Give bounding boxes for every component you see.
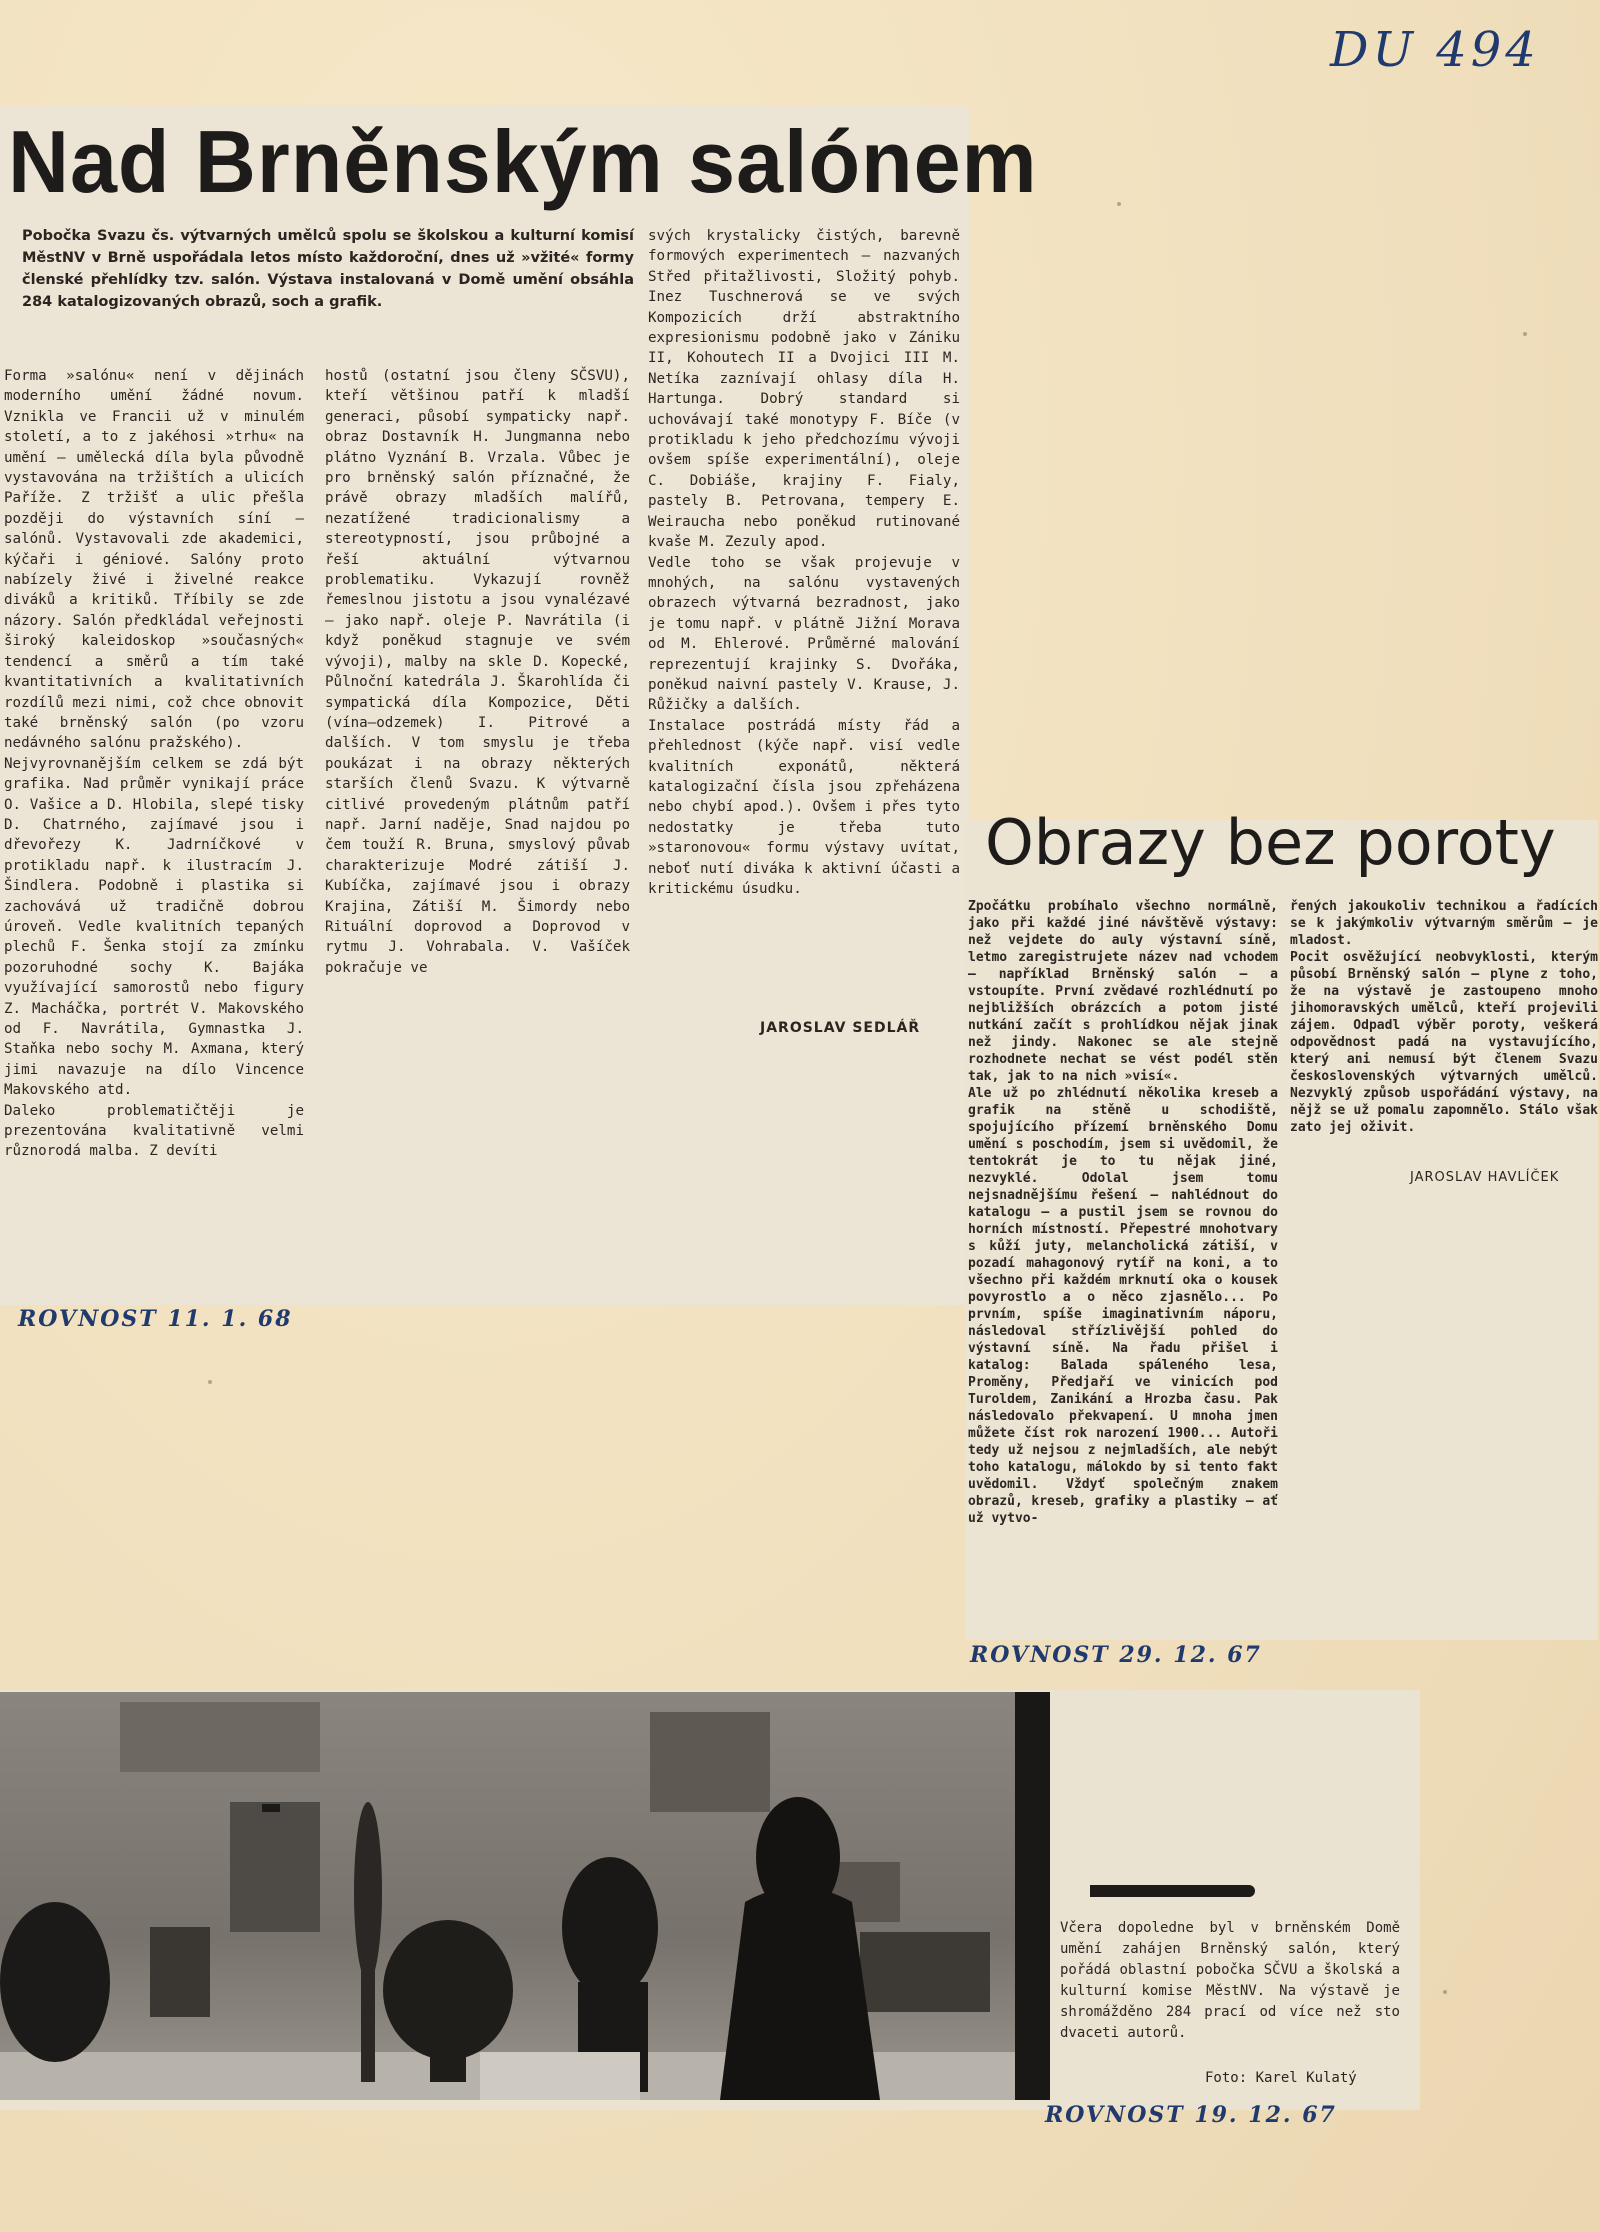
article2-column-1: Zpočátku probíhalo všechno normálně, jako při každé jiné návštěvě výstavy: než vejdete do auly výstavní síně, letmo zaregistrujete název nad vchodem — například Brněnský salón — a vstoupíte. První zvědavé rozhlédnutí po nejbližších obrázcích a potom jisté nutkání začít s prohlídkou nějak jinak než jindy. Nakonec se ale stejně rozhodnete nechat se vést podél stěn tak, jak to na nich »visí«. Ale už po zhlédnutí několika kreseb a grafik na stěně u schodiště, spojujícího přízemí brněnského Domu umění s poschodím, jsem si uvědomil, že tentokrát je to tu nějak jiné, nezvyklé. Odolal jsem tomu nejsnadnějšímu řešení — nahlédnout do katalogu — a pustil jsem se rovnou do horních místností. Přepestré mnohotvary s kůží juty, melancholická zátiší, v pozadí mahagonový rytíř na koni, a to všechno při každém mrknutí oka o kousek povyrostlo a o něco zjasnělo... Po prvním, spíše imaginativním náporu, následoval střízlivější pohled do výstavní síně. Na řadu přišel i katalog: Balada spáleného lesa, Proměny, Předjaří ve vinicích pod Turoldem, Zanikání a Hrozba času. Pak následovalo překvapení. U mnoha jmen můžete číst rok narození 1900... Autoři tedy už nejsou z nejmladších, ale nebýt toho katalogu, málokdo by si tento fakt uvědomil. Vždyť společným znakem obrazů, kreseb, grafiky a plastiky — ať už vytvo- bbox=[968, 899, 1278, 1526]
paper-speck bbox=[1523, 332, 1527, 336]
article2-source-note: ROVNOST 29. 12. 67 bbox=[970, 1642, 1262, 1668]
article1-column-1: Forma »salónu« není v dějinách moderního umění žádné novum. Vznikla ve Francii už v minulém století, a to z jakéhosi »trhu« na umění — umělecká díla byla původně vystavována na tržištích a ulicích Paříže. Z tržišť a ulic přešla později do výstavních síní — salónů. Vystavovali zde akademici, kýčaři i géniové. Salóny proto nabízely živé i živelné reakce diváků a kritiků. Tříbily se zde názory. Salón předkládal veřejnosti široký kaleidoskop »současných« tendencí a směrů a tím také kvantitativních a kvalitativních rozdílů mezi nimi, což chce obnovit také brněnský salón (po vzoru nedávného salónu pražského). Nejvyrovnanějším celkem se zdá být grafika. Nad průměr vynikají práce O. Vašice a D. Hlobila, slepé tisky D. Chatrného, zajímavé jsou i dřevořezy K. Jadrníčkové v protikladu např. k ilustracím J. Šindlera. Podobně i plastika si zachovává už tradičně dobrou úroveň. Vedle kvalitních tepaných plechů F. Šenka stojí za zmínku pozoruhodné sochy K. Bajáka využívající samorostů nebo figury Z. Macháčka, portrét V. Makovského od F. Navrátila, Gymnastka J. Staňka nebo sochy M. Axmana, který jimi navazuje na dílo Vincence Makovského atd. Daleko problematičtěji je prezentována kvalitativně velmi různorodá malba. Z devíti bbox=[4, 368, 304, 1160]
archive-note: DU 494 bbox=[1330, 22, 1540, 78]
paper-speck bbox=[208, 1380, 212, 1384]
article1-source-note: ROVNOST 11. 1. 68 bbox=[18, 1306, 293, 1332]
article2-headline: Obrazy bez poroty bbox=[985, 806, 1556, 879]
paper-speck bbox=[1443, 1990, 1447, 1994]
exhibition-photo bbox=[0, 1692, 1050, 2100]
article1-author: JAROSLAV SEDLÁŘ bbox=[760, 1020, 921, 1036]
article1-headline: Nad Brněnským salónem bbox=[8, 112, 1038, 211]
photo-credit: Foto: Karel Kulatý bbox=[1205, 2070, 1357, 2086]
article3-source-note: ROVNOST 19. 12. 67 bbox=[1045, 2102, 1337, 2128]
article2-column-2: řených jakoukoliv technikou a řadících se k jakýmkoliv výtvarným směrům — je mladost. Pocit osvěžující neobvyklosti, kterým působí Brněnský salón — plyne z toho, že na výstavě je zastoupeno mnoho jihomoravských umělců, kteří projevili zájem. Odpadl výběr poroty, veškerá odpovědnost padá na vystavujícího, který ani nemusí být členem Svazu československých výtvarných umělců. Nezvyklý způsob uspořádání výstavy, na nějž se už pomalu zapomnělo. Stálo však zato jej oživit. bbox=[1290, 899, 1598, 1135]
article1-column-3: svých krystalicky čistých, barevně formových experimentech — nazvaných Střed přitažlivosti, Složitý pohyb. Inez Tuschnerová se ve svých Kompozicích drží abstraktního expresionismu podobně jako v Zániku II, Kohoutech II a Dvojici III M. Netíka zaznívají ohlasy díla H. Hartunga. Dobrý standard si uchovávají také monotypy F. Bíče (v protikladu k jeho předchozímu vývoji ovšem spíše experimentální), oleje C. Dobiáše, krajiny F. Fialy, pastely B. Petrovana, tempery E. Weiraucha nebo poněkud rutinované kvaše M. Zezuly apod. Vedle toho se však projevuje v mnohých, na salónu vystavených obrazech výtvarná bezradnost, jako je tomu např. v plátně Jižní Morava od M. Ehlerové. Průměrné malování reprezentují krajinky S. Dvořáka, poněkud naivní pastely V. Krause, J. Růžičky a dalších. Instalace postrádá místy řád a přehlednost (kýče např. visí vedle kvalitních exponátů, některá katalogizační čísla jsou zpřeházena nebo chybí apod.). Ovšem i přes tyto nedostatky je třeba tuto »staronovou« formu výstavy uvítat, neboť nutí diváka k aktivní účasti a kritickému úsudku. bbox=[648, 228, 960, 897]
article1-column-2: hostů (ostatní jsou členy SČSVU), kteří většinou patří k mladší generaci, působí sympaticky např. obraz Dostavník H. Jungmanna nebo plátno Vyznání B. Vrzala. Vůbec je pro brněnský salón příznačné, že právě obrazy mladších malířů, nezatížené tradicionalismy a stereotypností, jsou průbojné a řeší aktuální výtvarnou problematiku. Vykazují rovněž řemeslnou jistotu a jsou vynalézavé — jako např. oleje P. Navrátila (i když poněkud stagnuje ve svém vývoji), malby na skle D. Kopecké, Půlnoční katedrála J. Škarohlída či sympatická díla Kompozice, Děti (vína—odzemek) I. Pitrové a dalších. V tom smyslu je třeba poukázat i na obrazy některých starších členů Svazu. K výtvarně citlivé provedeným plátnům patří např. Jarní naděje, Snad najdou po čem touží R. Bruna, smyslový půvab charakterizuje Modré zátiší J. Kubíčka, zajímavé jsou i obrazy Krajina, Zátiší M. Šimordy nebo Rituální doprovod a Doprovod v rytmu J. Vohrabala. V. Vašíček pokračuje ve bbox=[325, 368, 630, 976]
paper-speck bbox=[1117, 202, 1121, 206]
caption-rule bbox=[1090, 1885, 1255, 1897]
article1-lead: Pobočka Svazu čs. výtvarných umělců spolu se školskou a kulturní komisí MěstNV v Brně uspořádala letos místo každoroční, dnes už »vžité« formy členské přehlídky tzv. salón. Výstava instalovaná v Domě umění obsáhla 284 katalogizovaných obrazů, soch a grafik. bbox=[22, 228, 634, 310]
article3-caption: Včera dopoledne byl v brněnském Domě umění zahájen Brněnský salón, který pořádá oblastní pobočka SČVU a školská a kulturní komise MěstNV. Na výstavě je shromážděno 284 prací od více než sto dvaceti autorů. bbox=[1060, 1920, 1400, 2041]
article2-author: JAROSLAV HAVLÍČEK bbox=[1410, 1170, 1560, 1185]
